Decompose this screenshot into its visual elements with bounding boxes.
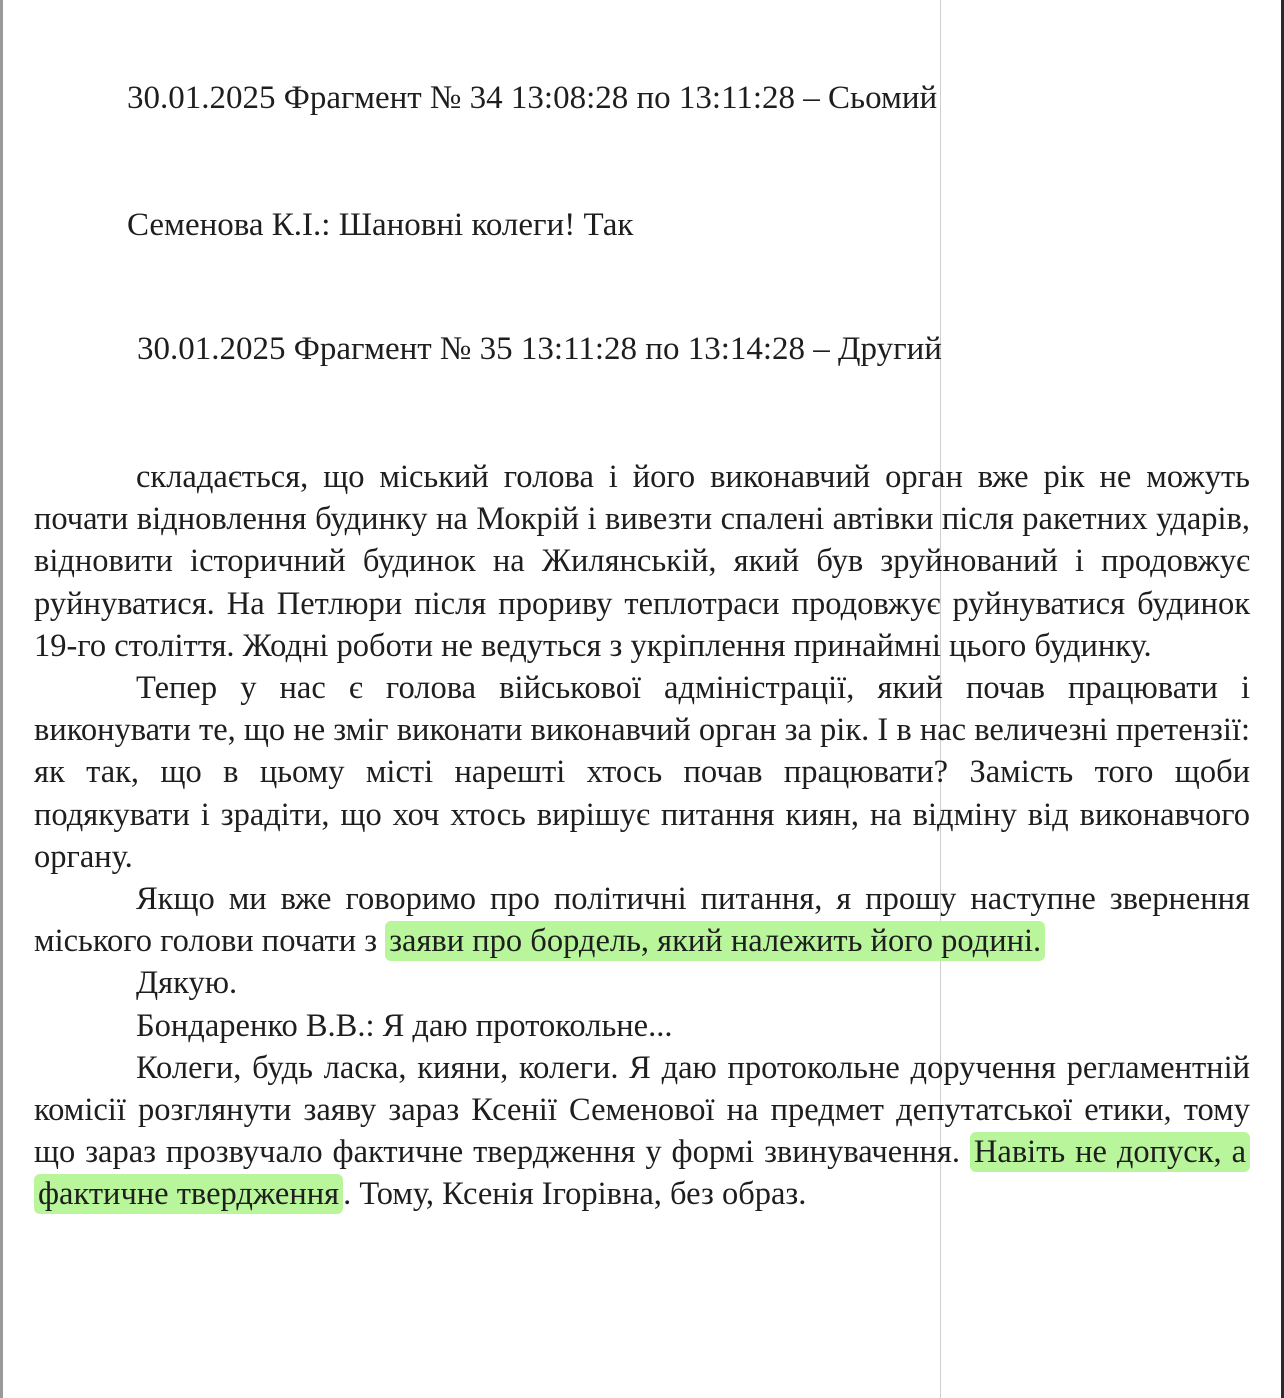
paragraph-text: . Тому, Ксенія Ігорівна, без образ. (343, 1176, 807, 1213)
highlighted-text: Навіть не допуск, а фактичне твердження (34, 1132, 1250, 1214)
fragment-35-heading: 30.01.2025 Фрагмент № 35 13:11:28 по 13:14:28 – Другий (137, 331, 942, 367)
paragraph-protocol-order (34, 1047, 1250, 1216)
page-edge-left (0, 0, 3, 1398)
highlighted-text: заяви про бордель, який належить його родині. (385, 921, 1045, 961)
paragraph-military-administration: Тепер у нас є голова військової адміністрації, який почав працювати і виконувати те, що не зміг виконати виконавчий орган за рік. І в нас величезні претензії: як так, що в цьому місті нарешті хтось почав працювати? Замість того щоби подякувати і зрадіти, що хоч хтось вирішує питання киян, на відміну від виконавчого органу. (34, 670, 1250, 875)
paragraph-bondarenko: Бондаренко В.В.: Я даю протокольне... (136, 1007, 673, 1044)
paragraph-thanks: Дякую. (136, 965, 238, 1002)
paragraph-restoration: складається, що міський голова і його виконавчий орган вже рік не можуть почати відновлення будинку на Мокрій і вивезти спалені автівки після ракетних ударів, відновити історичний будинок на Жилянській, який був зруйнований і продовжує руйнуватися. На Петлюри після прориву теплотраси продовжує руйнуватися будинок 19-го століття. Жодні роботи не ведуться з укріплення принаймні цього будинку. (34, 459, 1250, 664)
paragraph-text: Якщо ми вже говоримо про політичні питання, я прошу наступне звернення міського голови почати з (34, 881, 1250, 960)
transcript-body (34, 456, 1250, 1216)
paragraph-text: Колеги, будь ласка, кияни, колеги. Я даю протокольне доручення регламентній комісії розглянути заяву зараз Ксенії Семенової на предмет депутатської етики, тому що зараз прозвучало фактичне твердження у формі звинувачення. (34, 1049, 1250, 1171)
fragment-34-speaker-line: Семенова К.І.: Шановні колеги! Так (127, 207, 634, 243)
paragraph-political-questions (34, 878, 1250, 962)
fragment-34-heading: 30.01.2025 Фрагмент № 34 13:08:28 по 13:11:28 – Сьомий (127, 80, 938, 116)
